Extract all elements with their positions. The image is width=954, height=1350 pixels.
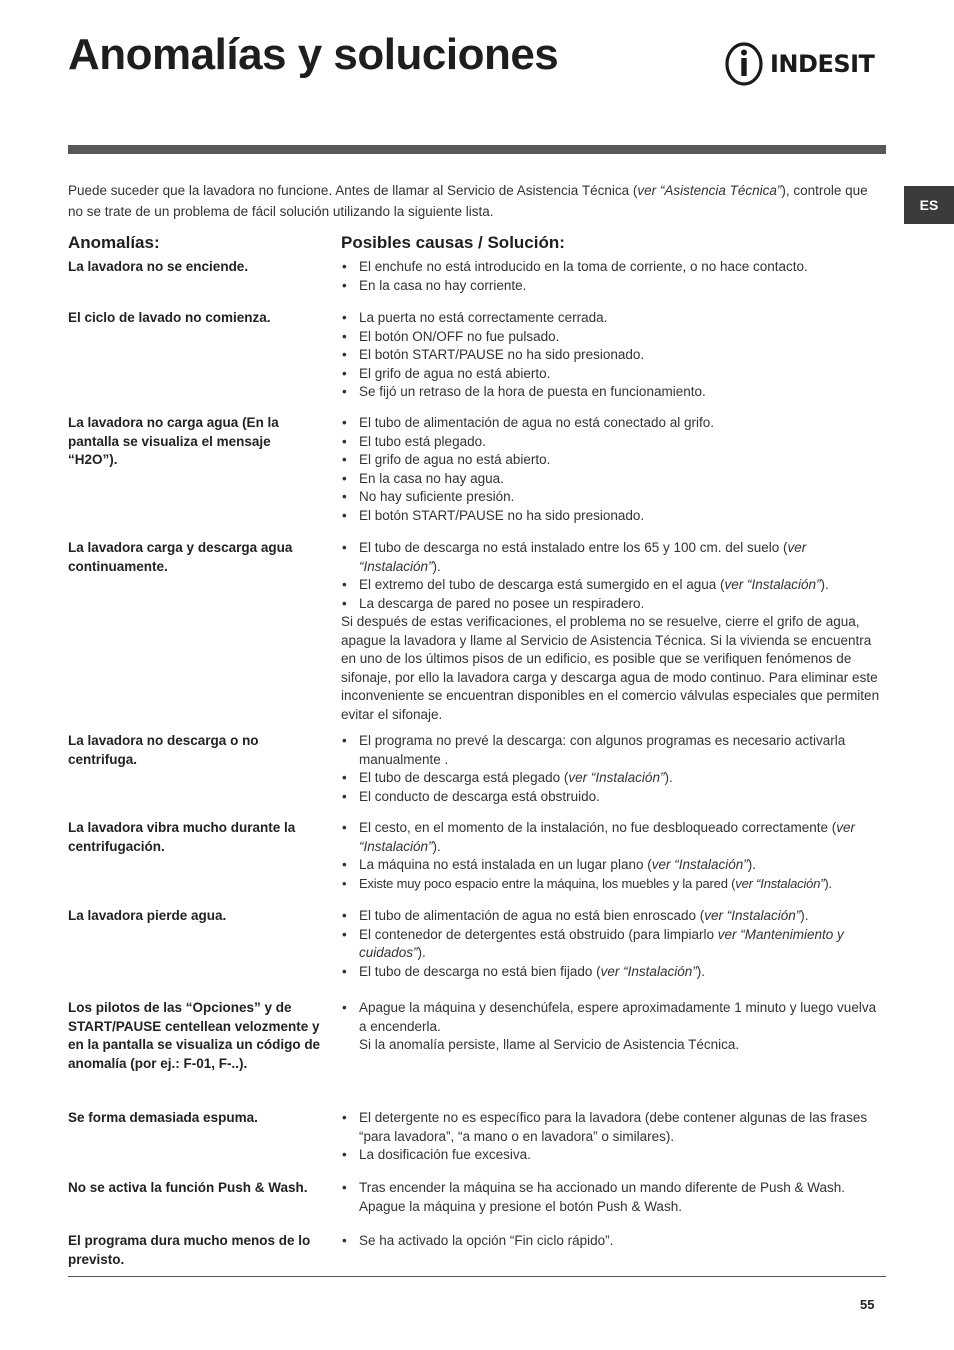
anomaly-label: El ciclo de lavado no comienza. (68, 310, 271, 325)
solution-item (341, 451, 886, 470)
text-segment: Tras encender la máquina se ha accionado un mando diferente de Push & Wash. Apague la máquina y presione el botón Push & Wash. (359, 1180, 846, 1214)
text-segment: El grifo de agua no está abierto. (359, 365, 551, 381)
text-segment: ). (747, 857, 757, 872)
solution-list (341, 539, 886, 613)
table-row (68, 258, 886, 295)
solution-list (341, 1179, 886, 1216)
cross-reference: ver “Mantenimiento y cuidados” (359, 926, 844, 960)
solution-item (341, 856, 886, 875)
text-segment: ). (820, 577, 829, 592)
language-tab: ES (904, 186, 954, 224)
solution-item (341, 1179, 886, 1216)
text-segment: El botón START/PAUSE no ha sido presionado. (359, 507, 645, 523)
solution-item (341, 576, 886, 595)
solution-cell (341, 414, 886, 525)
anomaly-label: No se activa la función Push & Wash. (68, 1180, 308, 1195)
solution-item (341, 383, 886, 402)
solution-item (341, 819, 886, 856)
anomalies-heading: Anomalías: (68, 233, 160, 252)
cross-reference: ver “Asistencia Técnica” (637, 183, 782, 198)
anomaly-label: Se forma demasiada espuma. (68, 1110, 258, 1125)
solution-cell (341, 1232, 886, 1269)
solution-item (341, 595, 886, 614)
text-segment: El tubo de alimentación de agua no está conectado al grifo. (359, 415, 714, 430)
table-row (68, 539, 886, 724)
solution-item (341, 488, 886, 507)
brand-logo (724, 40, 889, 88)
text-segment: La máquina no está instalada en un lugar plano ( (359, 857, 652, 872)
text-segment: ). (824, 875, 832, 891)
text-segment: El conducto de descarga está obstruido. (359, 788, 600, 804)
solution-item (341, 365, 886, 384)
page-number: 55 (860, 1297, 875, 1312)
solution-cell (341, 999, 886, 1073)
text-segment: El cesto, en el momento de la instalación, no fue desbloqueado correctamente ( (359, 820, 837, 835)
solution-item (341, 732, 886, 769)
solution-list (341, 1232, 886, 1251)
text-segment: Apague la máquina y desenchúfela, espere aproximadamente 1 minuto y luego vuelva a encenderla. (359, 1000, 877, 1034)
solution-note: Si después de estas verificaciones, el problema no se resuelve, cierre el grifo de agua, apague la lavadora y llame al Servicio de Asistencia Técnica. Si la vivienda se encuentra en uno de los últimos pisos de un edificio, es posible que se verifiquen fenómenos de sifonaje, por ello la lavadora carga y descarga agua de modo continuo. Para eliminar este inconveniente se encuentran disponibles en el comercio válvulas especiales que permiten evitar el sifonaje. (341, 614, 880, 722)
text-segment: ), controle que no se trate de un problema de fácil solución utilizando la siguiente lista. (68, 183, 868, 219)
text-segment: El tubo de alimentación de agua no está bien enroscado ( (359, 908, 705, 923)
solution-item (341, 258, 886, 277)
cross-reference: ver “Instalación” (651, 857, 748, 872)
anomaly-label: La lavadora no se enciende. (68, 259, 249, 274)
table-row (68, 309, 886, 402)
solution-item (341, 507, 886, 526)
solution-list (341, 999, 886, 1036)
anomaly-label: El programa dura mucho menos de lo previsto. (68, 1233, 311, 1267)
text-segment: El extremo del tubo de descarga está sumergido en el agua ( (359, 577, 725, 592)
table-row (68, 732, 886, 806)
text-segment: ). (800, 908, 809, 923)
text-segment: En la casa no hay corriente. (359, 277, 527, 293)
table-row (68, 907, 886, 981)
table-row (68, 999, 886, 1073)
text-segment: El contenedor de detergentes está obstruido (para limpiarlo (359, 926, 718, 942)
text-segment: El detergente no es específico para la lavadora (debe contener algunas de las frases “para lavadora”, “a mano o en lavadora” o similares). (359, 1110, 868, 1144)
table-row (68, 1232, 886, 1269)
text-segment: ). (664, 770, 673, 785)
anomaly-label: La lavadora pierde agua. (68, 908, 227, 923)
text-segment: En la casa no hay agua. (359, 470, 504, 486)
text-segment: La dosificación fue excesiva. (359, 1147, 531, 1162)
text-segment: ). (432, 838, 441, 854)
solution-item (341, 999, 886, 1036)
solution-cell (341, 1179, 886, 1216)
anomaly-label: La lavadora vibra mucho durante la centrifugación. (68, 820, 296, 854)
solution-list (341, 414, 886, 525)
table-row (68, 414, 886, 525)
text-segment: Existe muy poco espacio entre la máquina, los muebles y la pared ( (359, 875, 736, 891)
solution-item (341, 875, 886, 894)
text-segment: La puerta no está correctamente cerrada. (359, 310, 608, 325)
anomaly-label: La lavadora no descarga o no centrifuga. (68, 733, 259, 767)
text-segment: El tubo de descarga no está bien fijado ( (359, 963, 601, 979)
text-segment: ). (432, 558, 441, 574)
text-segment: El enchufe no está introducido en la toma de corriente, o no hace contacto. (359, 259, 808, 274)
text-segment: El botón ON/OFF no fue pulsado. (359, 328, 560, 344)
solutions-heading: Posibles causas / Solución: (341, 233, 565, 252)
anomaly-label: La lavadora no carga agua (En la pantalla se visualiza el mensaje “H2O”). (68, 415, 279, 467)
solution-item (341, 539, 886, 576)
solution-item (341, 309, 886, 328)
solution-list (341, 819, 886, 893)
solution-item (341, 907, 886, 926)
anomaly-label: Los pilotos de las “Opciones” y de START/PAUSE centellean velozmente y en la pantalla se visualiza un código de anomalía (por ej.: F-01, F-..). (68, 1000, 321, 1071)
cross-reference: ver “Instalación” (359, 540, 807, 574)
text-segment: No hay suficiente presión. (359, 489, 515, 504)
solution-item (341, 328, 886, 347)
solution-cell (341, 309, 886, 402)
intro-paragraph (68, 180, 868, 222)
header-rule (68, 145, 886, 154)
solution-cell (341, 732, 886, 806)
text-segment: El botón START/PAUSE no ha sido presionado. (359, 347, 645, 362)
solution-cell (341, 1109, 886, 1165)
anomaly-label: La lavadora carga y descarga agua continuamente. (68, 540, 293, 574)
solution-cell (341, 258, 886, 295)
solution-item (341, 433, 886, 452)
table-row (68, 1179, 886, 1216)
solution-item (341, 788, 886, 807)
solution-cell (341, 819, 886, 893)
text-segment: Puede suceder que la lavadora no funcione. Antes de llamar al Servicio de Asistencia Técnica ( (68, 183, 638, 198)
brand-wordmark: INDESIT (770, 50, 875, 78)
cross-reference: ver “Instalación” (735, 875, 825, 891)
solution-item (341, 1146, 886, 1165)
cross-reference: ver “Instalación” (600, 963, 697, 979)
solution-item (341, 414, 886, 433)
footer-rule (68, 1276, 886, 1277)
text-segment: La descarga de pared no posee un respiradero. (359, 595, 645, 611)
solution-list (341, 1109, 886, 1165)
solution-item (341, 277, 886, 296)
cross-reference: ver “Instalación” (704, 908, 801, 923)
text-segment: El programa no prevé la descarga: con algunos programas es necesario activarla manualmente . (359, 733, 846, 767)
text-segment: ). (696, 963, 705, 979)
solution-list (341, 309, 886, 402)
page-title: Anomalías y soluciones (68, 30, 559, 79)
solution-item (341, 926, 886, 963)
solution-continuation: Si la anomalía persiste, llame al Servicio de Asistencia Técnica. (359, 1037, 740, 1052)
table-row (68, 1109, 886, 1165)
solution-item (341, 470, 886, 489)
cross-reference: ver “Instalación” (724, 577, 821, 592)
solution-list (341, 907, 886, 981)
brand-i-icon (724, 41, 764, 87)
cross-reference: ver “Instalación” (568, 770, 665, 785)
solution-cell (341, 539, 886, 724)
solution-item (341, 346, 886, 365)
text-segment: El tubo de descarga no está instalado entre los 65 y 100 cm. del suelo ( (359, 540, 788, 555)
solution-cell (341, 907, 886, 981)
solution-list (341, 258, 886, 295)
text-segment: El tubo de descarga está plegado ( (359, 770, 569, 785)
text-segment: Se ha activado la opción “Fin ciclo rápido”. (359, 1233, 614, 1248)
solution-item (341, 769, 886, 788)
text-segment: El tubo está plegado. (359, 433, 486, 449)
solution-item (341, 963, 886, 982)
text-segment: ). (417, 945, 426, 960)
text-segment: Se fijó un retraso de la hora de puesta en funcionamiento. (359, 384, 706, 399)
solution-item (341, 1232, 886, 1251)
solution-list (341, 732, 886, 806)
text-segment: El grifo de agua no está abierto. (359, 452, 551, 467)
table-row (68, 819, 886, 893)
cross-reference: ver “Instalación” (359, 820, 856, 854)
solution-item (341, 1109, 886, 1146)
